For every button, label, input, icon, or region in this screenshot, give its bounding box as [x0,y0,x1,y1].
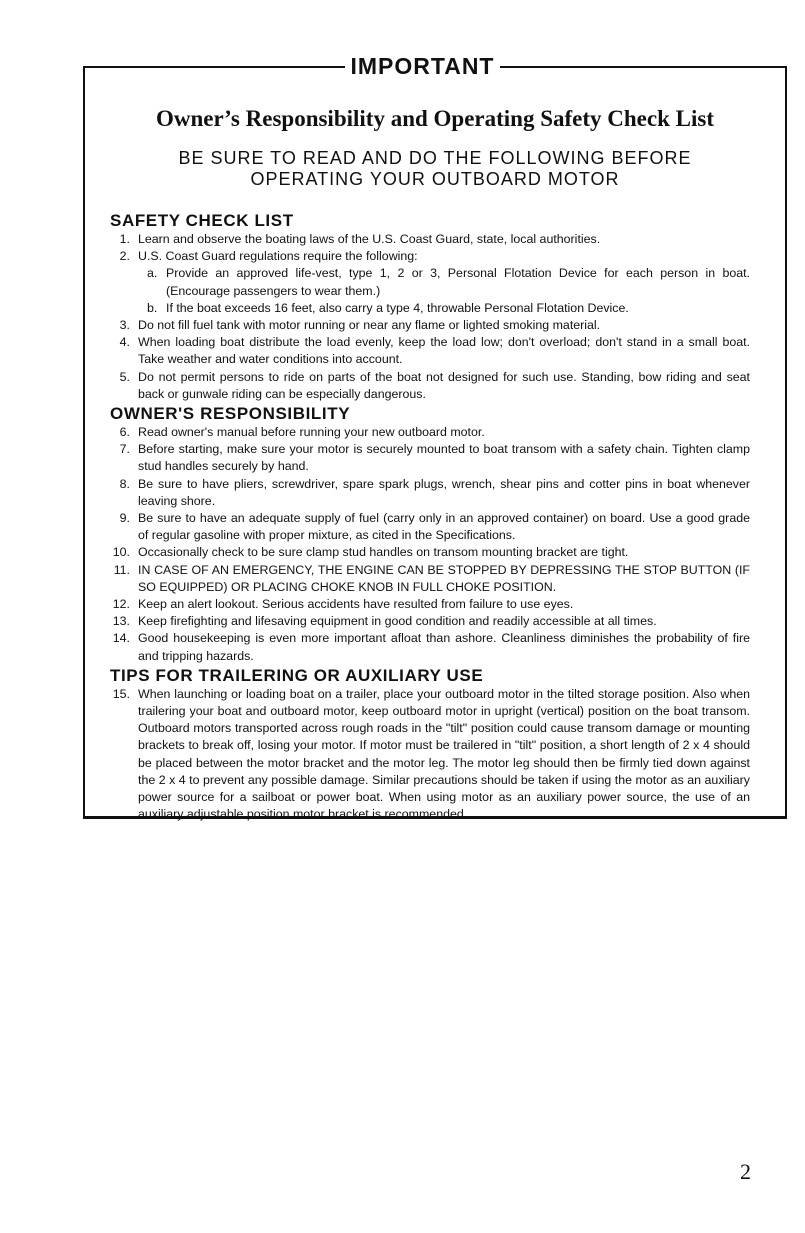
item-number: 8. [119,476,130,491]
section-heading-tips: TIPS FOR TRAILERING OR AUXILIARY USE [110,665,484,685]
list-item [110,476,750,510]
list-item [110,596,750,613]
sub-item-text: Provide an approved life-vest, type 1, 2 or 3, Personal Flotation Device for each person in boat. (Encourage passengers to wear them.) [166,266,750,298]
item-number: 5. [119,369,130,384]
item-text: Read owner's manual before running your new outboard motor. [138,425,485,440]
list-item [110,562,750,596]
item-number: 15. [112,686,130,701]
list-item [110,510,750,544]
item-text: U.S. Coast Guard regulations require the following: [138,249,418,264]
item-text: Occasionally check to be sure clamp stud handles on transom mounting bracket are tight. [138,545,629,560]
list-item [110,544,750,561]
item-text: Before starting, make sure your motor is securely mounted to boat transom with a safety chain. Tighten clamp stud handles securely by hand. [138,442,750,474]
item-number: 6. [119,425,130,440]
item-text: Keep firefighting and lifesaving equipment in good condition and readily accessible at all times. [138,614,657,629]
page-subtitle [83,148,787,190]
item-number: 14. [112,631,130,646]
list-item [110,630,750,664]
item-number: 3. [119,318,130,333]
page-title: Owner’s Responsibility and Operating Safety Check List [156,106,714,131]
list-item [110,369,750,403]
sub-item [138,300,750,317]
list-item [110,248,750,265]
item-text: Be sure to have an adequate supply of fuel (carry only in an approved container) on board. Use a good grade of regular gasoline with proper mixture, as cited in the Specifications. [138,511,750,543]
subtitle-line-2: OPERATING YOUR OUTBOARD MOTOR [250,169,620,189]
list-item [110,424,750,441]
subtitle-line-1: BE SURE TO READ AND DO THE FOLLOWING BEFORE [178,148,692,168]
item-number: 11. [113,562,130,577]
sub-item [138,265,750,299]
item-text: Do not fill fuel tank with motor running or near any flame or lighted smoking material. [138,318,601,333]
item-number: 12. [112,597,130,612]
item-number: 2. [119,249,130,264]
item-number: 9. [119,511,130,526]
item-number: 10. [112,545,130,560]
item-text: Be sure to have pliers, screwdriver, spare spark plugs, wrench, shear pins and cotter pins in boat whenever leaving shore. [138,476,750,508]
item-text: Learn and observe the boating laws of the U.S. Coast Guard, state, local authorities. [138,232,601,246]
list-item [110,334,750,368]
list-item [110,441,750,475]
list-item [110,613,750,630]
list-item [110,686,750,824]
important-banner: IMPORTANT [350,53,495,79]
checklist-content [110,210,750,824]
sub-item-letter: b. [147,300,158,315]
item-number: 13. [112,614,130,629]
list-item [110,317,750,334]
item-text: Good housekeeping is even more important afloat than ashore. Cleanliness diminishes the probability of fire and tripping hazards. [138,631,750,663]
section-heading-safety: SAFETY CHECK LIST [110,211,294,230]
item-text: IN CASE OF AN EMERGENCY, THE ENGINE CAN BE STOPPED BY DEPRESSING THE STOP BUTTON (IF SO EQUIPPED) OR PLACING CHOKE KNOB IN FULL CHOKE POSITION. [138,562,750,594]
sub-item-letter: a. [147,266,158,281]
sub-item-text: If the boat exceeds 16 feet, also carry a type 4, throwable Personal Flotation Device. [166,300,629,315]
item-number: 1. [119,232,130,246]
item-text: Do not permit persons to ride on parts of the boat not designed for such use. Standing, bow riding and seat back or gunwale riding can be especially dangerous. [138,369,750,401]
section-heading-owner: OWNER'S RESPONSIBILITY [110,404,351,424]
page-number: 2 [740,1159,751,1184]
item-text: When launching or loading boat on a trailer, place your outboard motor in the tilted storage position. Also when trailering your boat and outboard motor, keep outboard motor in upright (vertical) position on the boat transom. Outboard motors transported across rough roads in the "tilt" position could cause transom damage or mounting brackets to break off, losing your motor. If motor must be trailered in "tilt" position, a short length of 2 x 4 should be placed between the motor bracket and the motor leg. The motor leg should then be firmly tied down against the 2 x 4 to prevent any possible damage. Similar precautions should be taken if using the motor as an auxiliary power source for a sailboat or power boat. When using motor as an auxiliary power source, the use of an auxiliary adjustable position motor bracket is recommended. [138,686,750,822]
item-text: When loading boat distribute the load evenly, keep the load low; don't overload; don't stand in a small boat. Take weather and water conditions into account. [138,335,750,367]
item-text: Keep an alert lookout. Serious accidents have resulted from failure to use eyes. [138,597,574,612]
item-number: 4. [119,335,130,350]
list-item [110,231,750,248]
item-number: 7. [119,442,130,457]
